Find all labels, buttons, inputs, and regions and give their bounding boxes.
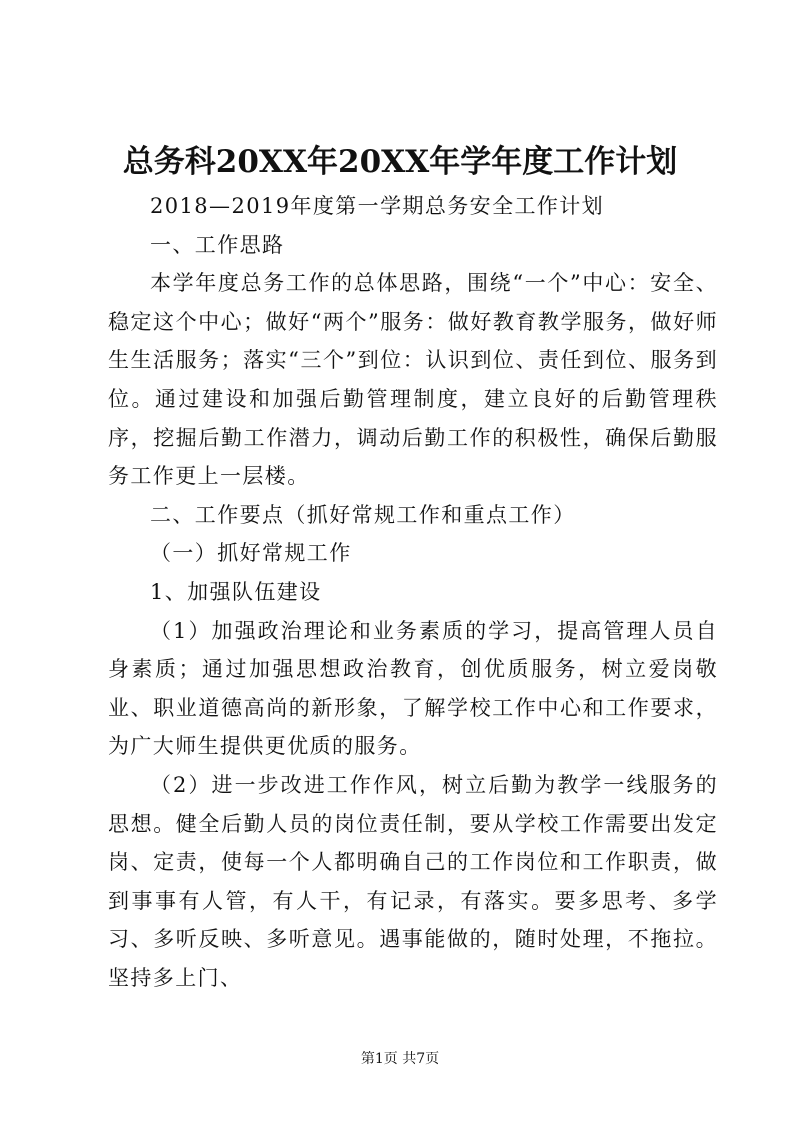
- paragraph-subheading-team: 1、加强队伍建设: [150, 579, 322, 604]
- paragraph-subtitle: 2018—2019年度第一学期总务安全工作计划: [150, 194, 605, 218]
- paragraph-work-idea: 本学年度总务工作的总体思路，围绕“一个”中心：安全、稳定这个中心；做好“两个”服务：做好教育教学服务，做好师生生活服务；落实“三个”到位：认识到位、责任到位、服务到位。通过建设和加强后勤管理制度，建立良好的后勤管理秩序，挖掘后勤工作潜力，调动后勤工作的积极性，确保后勤服务工作更上一层楼。: [108, 271, 718, 489]
- paragraph-heading-1: 一、工作思路: [150, 232, 285, 257]
- paragraph-item-1: （1）加强政治理论和业务素质的学习，提高管理人员自身素质；通过加强思想政治教育，创优质服务，树立爱岗敬业、职业道德高尚的新形象，了解学校工作中心和工作要求，为广大师生提供更优质的服务。: [108, 618, 718, 759]
- paragraph-subheading-1: （一）抓好常规工作: [150, 541, 352, 566]
- paragraph-item-2: （2）进一步改进工作作风，树立后勤为教学一线服务的思想。健全后勤人员的岗位责任制，要从学校工作需要出发定岗、定责，使每一个人都明确自己的工作岗位和工作职责，做到事事有人管，有人干，有记录，有落实。要多思考、多学习、多听反映、多听意见。遇事能做的，随时处理，不拖拉。坚持多上门、: [108, 772, 718, 990]
- paragraph-heading-2: 二、工作要点（抓好常规工作和重点工作）: [150, 502, 576, 527]
- document-title: 总务科20XX年20XX年学年度工作计划: [122, 144, 678, 180]
- document-body: [108, 187, 718, 997]
- page-footer: 第1页 共7页: [360, 1051, 440, 1067]
